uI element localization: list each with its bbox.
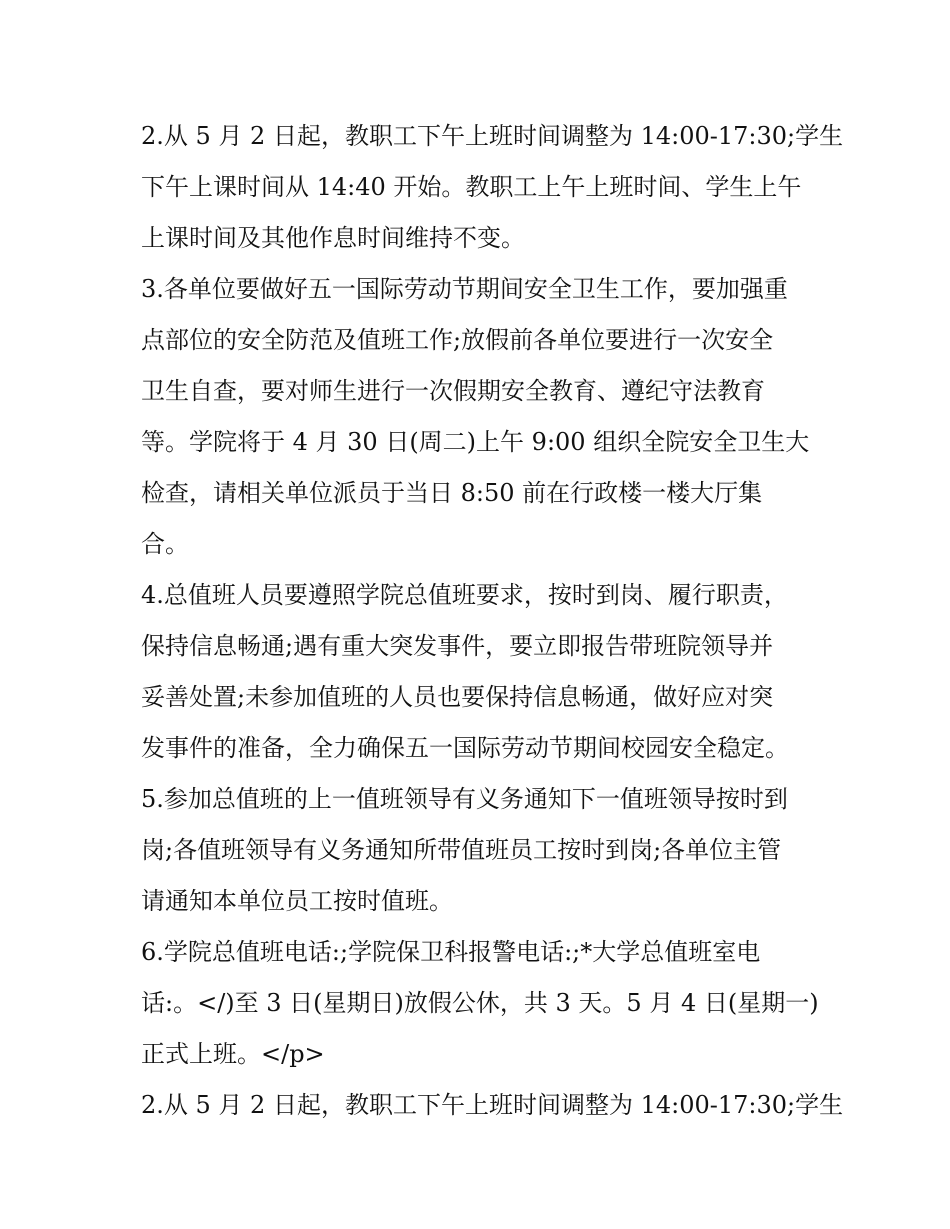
text-line: 话:。</)至 3 日(星期日)放假公休，共 3 天。5 月 4 日(星期一)	[141, 989, 819, 1017]
text-line: 4.总值班人员要遵照学院总值班要求，按时到岗、履行职责，	[141, 581, 788, 609]
text-line: 检查，请相关单位派员于当日 8:50 前在行政楼一楼大厅集	[141, 479, 763, 507]
text-line: 卫生自查，要对师生进行一次假期安全教育、遵纪守法教育	[141, 377, 765, 405]
text-line: 2.从 5 月 2 日起，教职工下午上班时间调整为 14:00-17:30;学生	[141, 122, 844, 150]
text-line: 点部位的安全防范及值班工作;放假前各单位要进行一次安全	[141, 326, 774, 354]
text-line: 请通知本单位员工按时值班。	[141, 887, 453, 915]
text-line: 正式上班。</p>	[141, 1040, 325, 1068]
text-line: 3.各单位要做好五一国际劳动节期间安全卫生工作，要加强重	[141, 275, 788, 303]
text-line: 等。学院将于 4 月 30 日(周二)上午 9:00 组织全院安全卫生大	[141, 428, 810, 456]
text-line: 岗;各值班领导有义务通知所带值班员工按时到岗;各单位主管	[141, 836, 782, 864]
text-line: 下午上课时间从 14:40 开始。教职工上午上班时间、学生上午	[141, 173, 802, 201]
text-line: 保持信息畅通;遇有重大突发事件，要立即报告带班院领导并	[141, 632, 774, 660]
text-line: 2.从 5 月 2 日起，教职工下午上班时间调整为 14:00-17:30;学生	[141, 1091, 844, 1119]
text-line: 上课时间及其他作息时间维持不变。	[141, 224, 525, 252]
text-line: 5.参加总值班的上一值班领导有义务通知下一值班领导按时到	[141, 785, 788, 813]
text-line: 6.学院总值班电话:;学院保卫科报警电话:;*大学总值班室电	[141, 938, 761, 966]
text-line: 合。	[141, 530, 189, 558]
text-line: 发事件的准备，全力确保五一国际劳动节期间校园安全稳定。	[141, 734, 789, 762]
text-line: 妥善处置;未参加值班的人员也要保持信息畅通，做好应对突	[141, 683, 774, 711]
body-text	[141, 111, 844, 1131]
